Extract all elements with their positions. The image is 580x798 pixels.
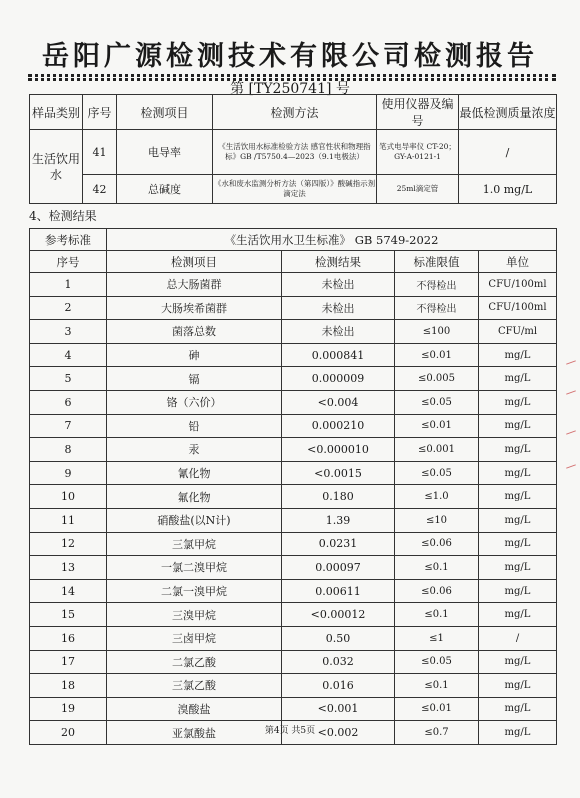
table-row [30, 390, 557, 414]
row-unit: mg/L [479, 343, 557, 367]
row-result: <0.0015 [282, 461, 395, 485]
table-row [30, 579, 557, 603]
row-result: 0.180 [282, 485, 395, 509]
row-limit: ≤0.05 [395, 461, 479, 485]
row-limit: ≤1 [395, 626, 479, 650]
table-row [30, 273, 557, 297]
stamp-fragment [566, 390, 576, 394]
row-result: 0.50 [282, 626, 395, 650]
row-serial: 16 [30, 626, 107, 650]
row-result: 0.032 [282, 650, 395, 674]
row-unit: mg/L [479, 556, 557, 580]
row-test-item: 汞 [107, 438, 282, 462]
row-serial: 15 [30, 603, 107, 627]
stamp-fragment [566, 430, 576, 434]
row-unit: mg/L [479, 390, 557, 414]
row-serial: 41 [83, 130, 117, 175]
row-unit: CFU/ml [479, 320, 557, 344]
row-test-item: 铅 [107, 414, 282, 438]
col-unit: 单位 [479, 251, 557, 273]
row-limit: ≤0.1 [395, 603, 479, 627]
row-result: 未检出 [282, 273, 395, 297]
row-unit: mg/L [479, 414, 557, 438]
stamp-fragment [566, 464, 576, 468]
row-result: <0.004 [282, 390, 395, 414]
row-serial: 3 [30, 320, 107, 344]
method-row [30, 130, 557, 175]
reference-standard: 《生活饮用水卫生标准》 GB 5749-2022 [107, 229, 557, 251]
title-divider [28, 74, 556, 77]
row-test-item: 菌落总数 [107, 320, 282, 344]
row-limit: 不得检出 [395, 273, 479, 297]
row-unit: mg/L [479, 721, 557, 745]
page-footer: 第4页 共5页 [264, 726, 316, 736]
results-table [29, 228, 557, 745]
row-limit: ≤0.01 [395, 343, 479, 367]
col-result: 检测结果 [282, 251, 395, 273]
row-test-item: 大肠埃希菌群 [107, 296, 282, 320]
table-row [30, 556, 557, 580]
row-serial: 14 [30, 579, 107, 603]
table-row [30, 626, 557, 650]
row-limit: ≤0.01 [395, 697, 479, 721]
header-serial: 序号 [83, 95, 117, 130]
row-serial: 7 [30, 414, 107, 438]
row-limit: 不得检出 [395, 296, 479, 320]
row-serial: 9 [30, 461, 107, 485]
row-limit: ≤0.05 [395, 650, 479, 674]
row-serial: 8 [30, 438, 107, 462]
row-test-item: 电导率 [117, 130, 213, 175]
row-unit: mg/L [479, 485, 557, 509]
table-row [30, 674, 557, 698]
row-min-concentration: 1.0 mg/L [459, 175, 557, 204]
row-test-item: 一氯二溴甲烷 [107, 556, 282, 580]
section-title: 4、检测结果 [29, 209, 97, 223]
row-instrument: 笔式电导率仪 CT-20； GY-A-0121-1 [377, 130, 459, 175]
row-unit: mg/L [479, 603, 557, 627]
row-limit: ≤10 [395, 508, 479, 532]
row-unit: CFU/100ml [479, 296, 557, 320]
row-unit: mg/L [479, 367, 557, 391]
row-serial: 18 [30, 674, 107, 698]
row-limit: ≤0.1 [395, 674, 479, 698]
row-test-item: 氰化物 [107, 461, 282, 485]
row-test-item: 总大肠菌群 [107, 273, 282, 297]
row-limit: ≤0.001 [395, 438, 479, 462]
method-row [30, 175, 557, 204]
row-result: 0.00611 [282, 579, 395, 603]
row-serial: 4 [30, 343, 107, 367]
row-serial: 12 [30, 532, 107, 556]
report-number: 第 [TY250741] 号 [230, 81, 350, 97]
table-row [30, 296, 557, 320]
row-result: 1.39 [282, 508, 395, 532]
row-unit: mg/L [479, 650, 557, 674]
reference-standard-row [30, 229, 557, 251]
col-serial: 序号 [30, 251, 107, 273]
row-test-item: 二氯一溴甲烷 [107, 579, 282, 603]
row-unit: mg/L [479, 532, 557, 556]
row-limit: ≤0.7 [395, 721, 479, 745]
header-instrument: 使用仪器及编号 [377, 95, 459, 130]
row-unit: mg/L [479, 579, 557, 603]
row-result: 0.016 [282, 674, 395, 698]
header-test-method: 检测方法 [213, 95, 377, 130]
row-result: 0.00097 [282, 556, 395, 580]
row-limit: ≤0.06 [395, 579, 479, 603]
row-test-method: 《水和废水监测分析方法（第四版）》酸碱指示剂滴定法 [213, 175, 377, 204]
row-unit: mg/L [479, 508, 557, 532]
row-limit: ≤0.05 [395, 390, 479, 414]
row-unit: mg/L [479, 438, 557, 462]
table-row [30, 414, 557, 438]
row-limit: ≤0.1 [395, 556, 479, 580]
row-test-item: 溴酸盐 [107, 697, 282, 721]
method-table [29, 94, 557, 204]
row-test-item: 铬（六价） [107, 390, 282, 414]
header-test-item: 检测项目 [117, 95, 213, 130]
row-test-item: 镉 [107, 367, 282, 391]
row-result: 未检出 [282, 296, 395, 320]
row-test-item: 三溴甲烷 [107, 603, 282, 627]
row-serial: 10 [30, 485, 107, 509]
row-serial: 13 [30, 556, 107, 580]
row-test-item: 砷 [107, 343, 282, 367]
row-test-item: 三氯乙酸 [107, 674, 282, 698]
row-result: <0.001 [282, 697, 395, 721]
stamp-fragment [566, 360, 576, 364]
row-test-item: 亚氯酸盐 [107, 721, 282, 745]
row-serial: 11 [30, 508, 107, 532]
header-sample-category: 样品类别 [30, 95, 83, 130]
table-row [30, 603, 557, 627]
table-row [30, 343, 557, 367]
row-test-item: 氟化物 [107, 485, 282, 509]
table-row [30, 485, 557, 509]
row-result: 0.0231 [282, 532, 395, 556]
row-serial: 1 [30, 273, 107, 297]
row-result: 0.000009 [282, 367, 395, 391]
table-row [30, 461, 557, 485]
row-serial: 19 [30, 697, 107, 721]
results-header-row [30, 251, 557, 273]
header-min-concentration: 最低检测质量浓度 [459, 95, 557, 130]
row-limit: ≤0.005 [395, 367, 479, 391]
table-row [30, 367, 557, 391]
table-row [30, 320, 557, 344]
row-unit: / [479, 626, 557, 650]
row-unit: mg/L [479, 674, 557, 698]
row-test-item: 总碱度 [117, 175, 213, 204]
table-row [30, 438, 557, 462]
row-test-method: 《生活饮用水标准检验方法 感官性状和物理指标》GB /T5750.4—2023（9.1电极法） [213, 130, 377, 175]
row-serial: 17 [30, 650, 107, 674]
report-title: 岳阳广源检测技术有限公司检测报告 [42, 41, 538, 72]
row-unit: mg/L [479, 461, 557, 485]
row-serial: 20 [30, 721, 107, 745]
reference-label: 参考标准 [30, 229, 107, 251]
row-result: 0.000210 [282, 414, 395, 438]
row-serial: 2 [30, 296, 107, 320]
row-serial: 42 [83, 175, 117, 204]
row-limit: ≤1.0 [395, 485, 479, 509]
row-serial: 5 [30, 367, 107, 391]
row-limit: ≤0.01 [395, 414, 479, 438]
table-row [30, 508, 557, 532]
row-unit: mg/L [479, 697, 557, 721]
row-min-concentration: / [459, 130, 557, 175]
row-limit: ≤100 [395, 320, 479, 344]
table-row [30, 532, 557, 556]
row-result: <0.00012 [282, 603, 395, 627]
table-row [30, 650, 557, 674]
row-test-item: 三氯甲烷 [107, 532, 282, 556]
row-result: 0.000841 [282, 343, 395, 367]
row-result: <0.002 [282, 721, 395, 745]
sample-category: 生活饮用水 [30, 130, 83, 204]
row-result: <0.000010 [282, 438, 395, 462]
row-test-item: 硝酸盐(以N计) [107, 508, 282, 532]
row-test-item: 二氯乙酸 [107, 650, 282, 674]
col-limit: 标准限值 [395, 251, 479, 273]
row-limit: ≤0.06 [395, 532, 479, 556]
row-test-item: 三卤甲烷 [107, 626, 282, 650]
row-result: 未检出 [282, 320, 395, 344]
table-row [30, 697, 557, 721]
row-serial: 6 [30, 390, 107, 414]
row-unit: CFU/100ml [479, 273, 557, 297]
col-test-item: 检测项目 [107, 251, 282, 273]
row-instrument: 25ml滴定管 [377, 175, 459, 204]
method-table-header [30, 95, 557, 130]
